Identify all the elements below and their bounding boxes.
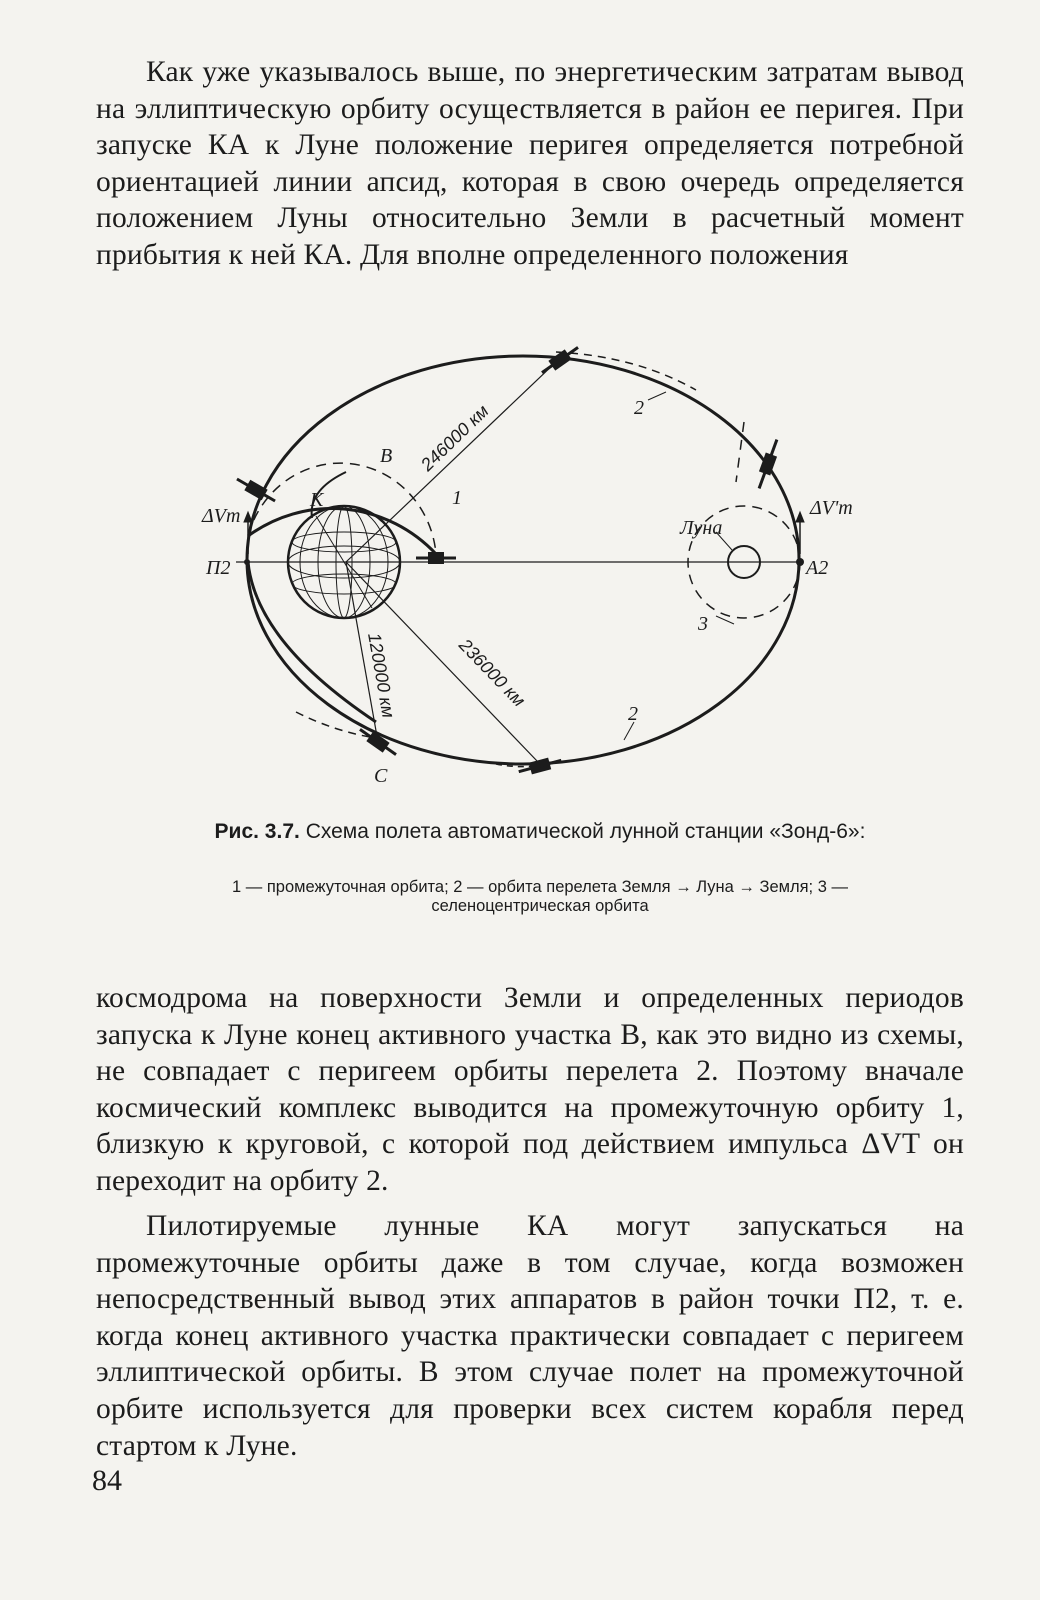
label-246000: 246000 км	[416, 400, 493, 475]
line-246000	[346, 362, 556, 562]
figure-caption-text: Схема полета автоматической лунной станции «Зонд-6»:	[305, 820, 866, 843]
label-point-k: K	[310, 489, 324, 511]
figure-caption-legend: 1 — промежуточная орбита; 2 — орбита перелета Земля → Луна → Земля; 3 — селеноцентрическая орбита	[232, 878, 848, 915]
label-orbit-1: 1	[452, 487, 462, 509]
flight-scheme-diagram	[196, 322, 896, 802]
spacecraft-icon-bottom	[517, 755, 563, 778]
label-orbit-2-bottom: 2	[628, 703, 638, 725]
flight-scheme-figure	[196, 322, 896, 802]
perigee-inner-arc-dashed	[296, 712, 376, 738]
label-orbit-2-top: 2	[634, 397, 644, 419]
perigee-inner-arc	[248, 562, 376, 722]
transfer-orbit-ellipse	[247, 356, 799, 764]
paragraph-cosmodrome: космодрома на поверхности Земли и определенных периодов запуска к Луне конец активного участка B, как это видно из схемы, не совпадает с перигеем орбиты перелета 2. Поэтому вначале космический комплекс выводится на промежуточную орбиту 1, близкую к круговой, с которой под действием импульса ΔVT он переходит на орбиту 2.	[96, 982, 964, 1197]
leader-orbit-2-top	[648, 392, 666, 400]
page-number: 84	[92, 1464, 122, 1497]
paragraph-intro: Как уже указывалось выше, по энергетическим затратам вывод на эллиптическую орбиту осуществляется в район ее перигея. При запуске КА к Луне положение перигея определяется потребной ориентацией линии апсид, которая в свою очередь определяется положением Луны относительно Земли в расчетный момент прибытия к ней КА. Для вполне определенного положения	[96, 56, 964, 271]
label-point-b: B	[380, 445, 393, 467]
label-dv-left: ΔVт	[202, 505, 241, 527]
figure-caption-title	[200, 820, 880, 844]
label-dv-right: ΔV'т	[810, 497, 853, 519]
label-p2: П2	[206, 557, 231, 579]
label-point-c: C	[374, 765, 388, 787]
label-236000: 236000 км	[455, 634, 530, 711]
label-moon: Луна	[680, 517, 723, 539]
perigee-dot	[244, 559, 250, 565]
apogee-dot	[796, 558, 804, 566]
intermediate-orbit-1	[248, 508, 436, 554]
leader-orbit-3	[716, 616, 734, 624]
figure-caption-prefix: Рис. 3.7.	[214, 820, 300, 843]
spacecraft-icon-c	[357, 724, 400, 759]
label-120000: 120000 км	[364, 631, 399, 720]
paragraph-piloted: Пилотируемые лунные КА могут запускаться на промежуточные орбиты даже в том случае, когда возможен непосредственный вывод этих аппаратов в район точки П2, т. е. когда конец активного участка практически совпадает с перигеем эллиптической орбиты. В этом случае полет на промежуточной орбите используется для проверки всех систем корабля перед стартом к Луне.	[96, 1210, 964, 1462]
label-orbit-3: 3	[698, 613, 708, 635]
label-a2: A2	[806, 557, 829, 579]
